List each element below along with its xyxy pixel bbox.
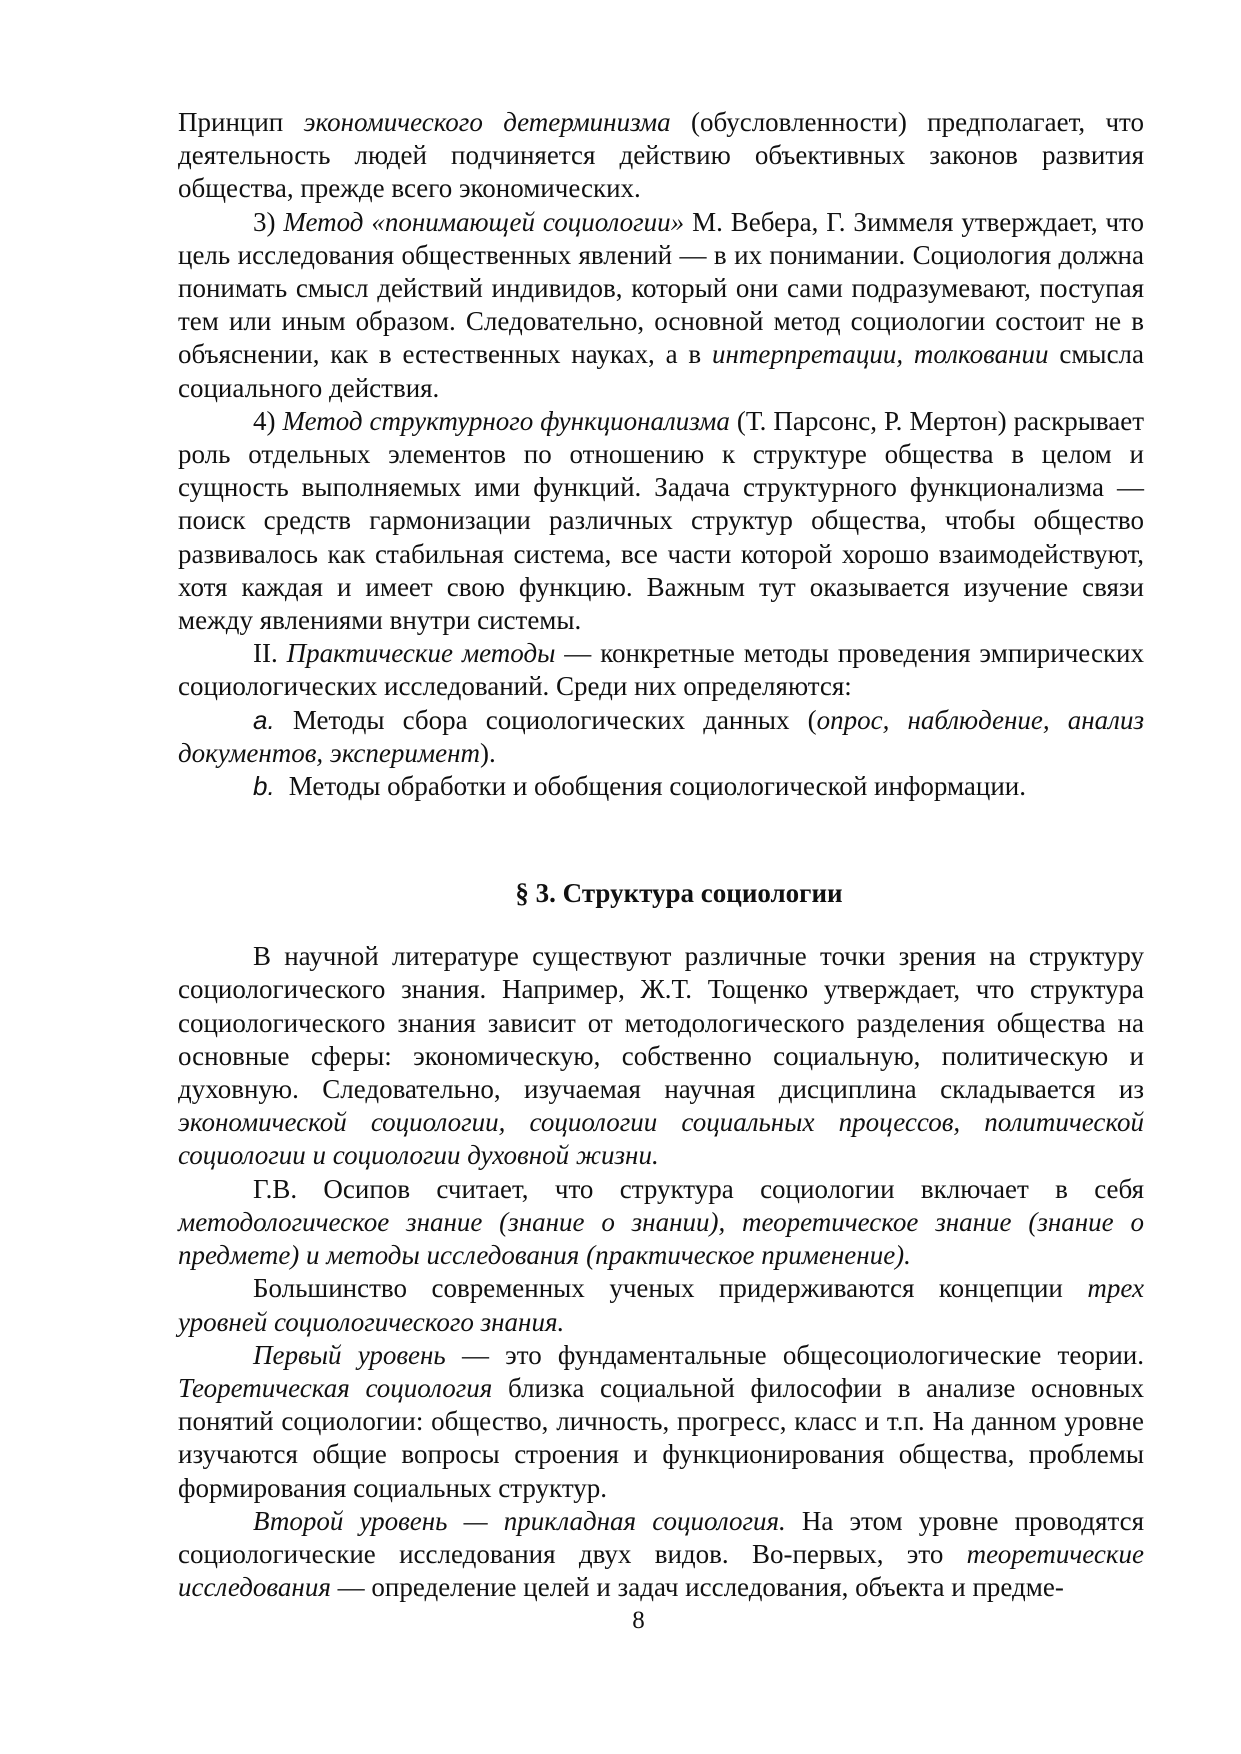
text: Принцип xyxy=(178,107,304,137)
text: В научной литературе существуют различные точки зрения на структуру социологического знания. Например, Ж.Т. Тощенко утверждает, что структура социологического знания зависит от методологического разделения общества на основные сферы: экономическую, собственно социальную, политическую и духовную. Следовательно, изучаемая научная дисциплина складывается из xyxy=(178,941,1144,1105)
text: — определение целей и задач исследования, объекта и предме- xyxy=(330,1572,1064,1603)
italic-term: Второй уровень — прикладная социология. xyxy=(253,1505,786,1536)
document-page xyxy=(178,106,1144,1604)
list-item-a xyxy=(178,704,1144,770)
text: (Т. Парсонс, Р. Мертон) раскрывает роль отдельных элементов по отношению к структуре общества в целом и сущность выполняемых ими функций. Задача структурного функционализма — поиск средств гармонизации различных структур общества, чтобы общество развивалось как стабильная система, все части которой хорошо взаимодействуют, хотя каждая и имеет свою функцию. Важным тут оказывается изучение связи между явлениями внутри системы. xyxy=(178,405,1144,636)
text: ). xyxy=(480,737,496,768)
italic-term: трех уровней социологического знания. xyxy=(178,1273,1144,1337)
text: М. Вебера, Г. Зиммеля утверждает, что цель исследования общественных явлений — в их понимании. Социология должна понимать смысл действий индивидов, который они сами подразумевают, поступая тем или иным образом. Следовательно, основной метод социологии состоит не в объяснении, как в естественных науках, а в xyxy=(178,206,1144,370)
text: 4) xyxy=(253,405,283,436)
text: — это фундаментальные общесоциологические теории. xyxy=(445,1339,1144,1370)
italic-term: Первый уровень xyxy=(253,1339,446,1370)
paragraph-scientific-literature xyxy=(178,940,1144,1172)
text: смысла социального действия. xyxy=(178,339,1145,403)
text: Г.В. Осипов считает, что структура социологии включает в себя xyxy=(253,1173,1144,1204)
paragraph-structural-functionalism xyxy=(178,405,1144,637)
section-heading: § 3. Структура социологии xyxy=(515,878,843,909)
italic-term: методологическое знание (знание о знании), теоретическое знание (знание о предмете) и методы исследования (практическое применение). xyxy=(178,1206,1144,1271)
text: II. xyxy=(253,638,287,669)
italic-term: интерпретации, толковании xyxy=(712,339,1049,370)
italic-term: опрос, наблюдение, анализ документов, эксперимент xyxy=(178,704,1144,768)
italic-term: Метод структурного функционализма xyxy=(282,405,730,436)
text: Большинство современных ученых придерживаются концепции xyxy=(253,1273,1088,1304)
paragraph-economic-determinism xyxy=(178,106,1144,206)
text: близка социальной философии в анализе основных понятий социологии: общество, личность, прогресс, класс и т.п. На данном уровне изучаются общие вопросы строения и функционирования общества, проблемы формирования социальных структур. xyxy=(178,1372,1145,1503)
italic-term: экономического детерминизма xyxy=(303,107,671,137)
italic-term: Теоретическая социология xyxy=(178,1372,493,1403)
list-item-b xyxy=(178,770,1144,803)
italic-term: экономической социологии, социологии социальных процессов, политической социологии и социологии духовной жизни. xyxy=(178,1107,1144,1171)
paragraph-first-level xyxy=(178,1339,1144,1505)
paragraph-osipov xyxy=(178,1173,1144,1273)
list-marker-a: a. xyxy=(253,704,275,735)
text: Методы обработки и обобщения социологической информации. xyxy=(288,771,1027,802)
italic-term: Метод «понимающей социологии» xyxy=(283,206,685,237)
paragraph-three-levels xyxy=(178,1272,1144,1338)
paragraph-second-level xyxy=(178,1505,1144,1605)
text: Методы сбора социологических данных ( xyxy=(274,704,817,735)
list-marker-b: b. xyxy=(253,771,275,802)
text: — конкретные методы проведения эмпирических социологических исследований. Среди них определяются: xyxy=(178,638,1145,702)
text: (обусловленности) предполагает, что деятельность людей подчиняется действию объективных законов развития общества, прежде всего экономических. xyxy=(178,107,1144,204)
italic-term: теоретические исследования xyxy=(178,1538,1144,1603)
italic-term: Практические методы xyxy=(286,638,556,669)
text: 3) xyxy=(253,206,284,237)
paragraph-method-understanding-sociology xyxy=(178,206,1144,405)
paragraph-practical-methods xyxy=(178,637,1144,703)
text: На этом уровне проводятся социологические исследования двух видов. Во-первых, это xyxy=(178,1505,1144,1569)
page-number: 8 xyxy=(632,1607,645,1634)
